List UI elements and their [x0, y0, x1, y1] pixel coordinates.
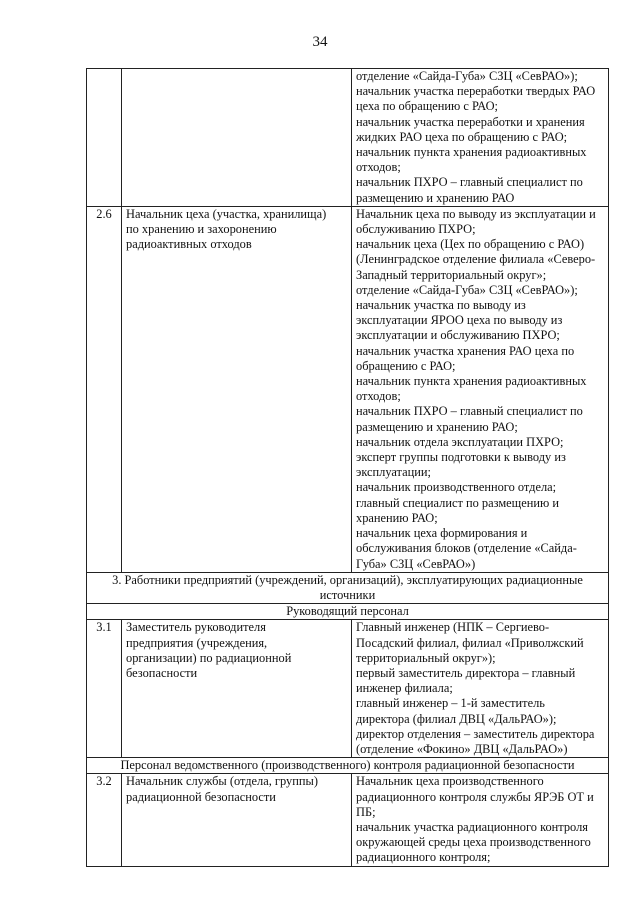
- text-line: ПБ;: [356, 804, 376, 819]
- position-cell: [122, 620, 352, 758]
- subheader-management: Руководящий персонал: [87, 604, 609, 620]
- text-line: начальник производственного отдела;: [356, 480, 557, 495]
- text-line: главный специалист по размещению и: [356, 495, 559, 510]
- text-line: организации) по радиационной: [126, 650, 292, 665]
- position-cell: [122, 69, 352, 207]
- text-line: обслуживания блоков (отделение «Сайда-: [356, 541, 577, 556]
- text-line: начальник участка хранения РАО цеха по: [356, 343, 575, 358]
- text-line: начальник ПХРО – главный специалист по: [356, 175, 583, 190]
- position-cell: [122, 206, 352, 572]
- table-row-3-2: [87, 774, 609, 866]
- text-line: жидких РАО цеха по обращению с РАО;: [356, 129, 568, 144]
- section-header-row: [87, 572, 609, 603]
- text-line: Начальник цеха по выводу из эксплуатации и: [356, 206, 596, 221]
- text-line: (Ленинградское отделение филиала «Северо-: [356, 252, 596, 267]
- text-line: размещению и хранению РАО;: [356, 419, 518, 434]
- text-line: хранению РАО;: [356, 510, 438, 525]
- table-row-continuation: [87, 69, 609, 207]
- text-line: Заместитель руководителя: [126, 620, 266, 635]
- text-line: Начальник службы (отдела, группы): [126, 774, 318, 789]
- text-line: Посадский филиал, филиал «Приволжский: [356, 635, 584, 650]
- text-line: эксплуатации ЯРОО цеха по выводу из: [356, 313, 563, 328]
- text-line: Начальник цеха (участка, хранилища): [126, 206, 327, 221]
- text-line: безопасности: [126, 665, 198, 680]
- text-line: инженер филиала;: [356, 681, 453, 696]
- text-line: начальник участка переработки и хранения: [356, 114, 585, 129]
- text-line: начальник пункта хранения радиоактивных: [356, 145, 587, 160]
- text-line: директор отделения – заместитель директора: [356, 726, 595, 741]
- text-line: отходов;: [356, 389, 401, 404]
- equivalents-cell: [352, 774, 609, 866]
- text-line: обращению с РАО;: [356, 358, 456, 373]
- text-line: размещению и хранению РАО: [356, 190, 515, 205]
- positions-table: [86, 68, 609, 867]
- text-line: начальник участка радиационного контроля: [356, 819, 588, 834]
- text-line: эксплуатации и обслуживанию ПХРО;: [356, 328, 560, 343]
- table-row-3-1: [87, 620, 609, 758]
- text-line: директора (филиал ДВЦ «ДальРАО»);: [356, 711, 557, 726]
- text-line: источники: [319, 587, 376, 602]
- subheader-control: Персонал ведомственного (производственного) контроля радиационной безопасности: [87, 758, 609, 774]
- text-line: Начальник цеха производственного: [356, 774, 544, 789]
- text-line: 3. Работники предприятий (учреждений, организаций), эксплуатирующих радиационные: [112, 572, 583, 587]
- text-line: эксплуатации;: [356, 465, 431, 480]
- text-line: радиоактивных отходов: [126, 237, 252, 252]
- position-cell: [122, 774, 352, 866]
- text-line: первый заместитель директора – главный: [356, 665, 576, 680]
- text-line: отделение «Сайда-Губа» СЗЦ «СевРАО»);: [356, 69, 578, 83]
- text-line: радиационной безопасности: [126, 789, 276, 804]
- text-line: отходов;: [356, 160, 401, 175]
- text-line: территориальный округ»);: [356, 650, 496, 665]
- text-line: отделение «Сайда-Губа» СЗЦ «СевРАО»);: [356, 282, 578, 297]
- page-number: 34: [312, 34, 328, 50]
- text-line: начальник цеха (Цех по обращению с РАО): [356, 237, 585, 252]
- text-line: главный инженер – 1-й заместитель: [356, 696, 545, 711]
- text-line: начальник цеха формирования и: [356, 526, 528, 541]
- equivalents-cell: [352, 69, 609, 207]
- text-line: Главный инженер (НПК – Сергиево-: [356, 620, 550, 635]
- subheader-row: [87, 604, 609, 620]
- equivalents-cell: [352, 620, 609, 758]
- text-line: окружающей среды цеха производственного: [356, 835, 591, 850]
- text-line: обслуживанию ПХРО;: [356, 222, 476, 237]
- text-line: начальник участка по выводу из: [356, 298, 526, 313]
- table-row-2-6: [87, 206, 609, 572]
- row-number-cell: 3.1: [87, 620, 122, 758]
- text-line: начальник пункта хранения радиоактивных: [356, 374, 587, 389]
- text-line: Западный территориальный округ»;: [356, 267, 547, 282]
- row-number-cell: 2.6: [87, 206, 122, 572]
- text-line: предприятия (учреждения,: [126, 635, 268, 650]
- text-line: эксперт группы подготовки к выводу из: [356, 450, 566, 465]
- row-number-cell: 3.2: [87, 774, 122, 866]
- text-line: радиационного контроля;: [356, 850, 491, 865]
- section-header-3: [87, 572, 609, 603]
- text-line: цеха по обращению с РАО;: [356, 99, 498, 114]
- text-line: радиационного контроля службы ЯРЭБ ОТ и: [356, 789, 594, 804]
- text-line: начальник ПХРО – главный специалист по: [356, 404, 583, 419]
- text-line: начальник отдела эксплуатации ПХРО;: [356, 434, 564, 449]
- text-line: Губа» СЗЦ «СевРАО»): [356, 556, 476, 571]
- text-line: по хранению и захоронению: [126, 222, 277, 237]
- text-line: начальник участка переработки твердых РАО: [356, 84, 596, 99]
- equivalents-cell: [352, 206, 609, 572]
- subheader-row: [87, 758, 609, 774]
- text-line: (отделение «Фокино» ДВЦ «ДальРАО»): [356, 741, 568, 756]
- row-number-cell: [87, 69, 122, 207]
